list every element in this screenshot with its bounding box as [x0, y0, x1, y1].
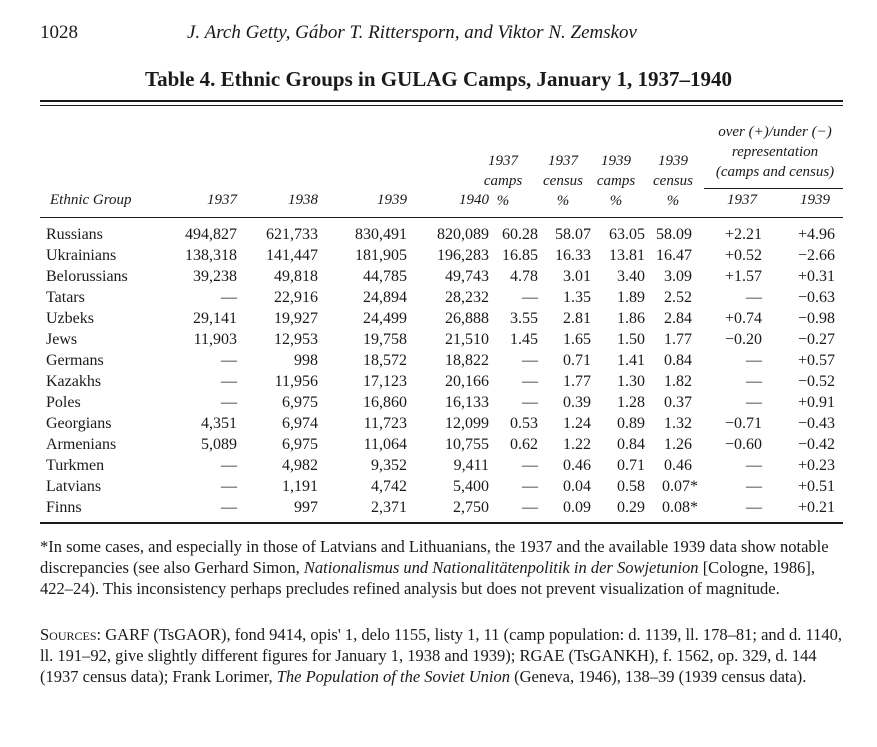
header-ethnic-group: Ethnic Group — [50, 192, 132, 208]
header-rule — [40, 217, 843, 218]
top-rule-thin — [40, 105, 843, 106]
header-census-1937: 1937 census % — [543, 153, 583, 209]
header-rep-1937: 1937 — [727, 192, 757, 208]
top-rule-thick — [40, 100, 843, 102]
header-camps-1937: 1937 camps % — [483, 153, 523, 209]
table-row: Armenians 5,089 6,975 11,064 10,755 0.62 1.22 0.84 1.26 −0.60 −0.42 — [46, 436, 835, 453]
running-head: J. Arch Getty, Gábor T. Rittersporn, and Viktor N. Zemskov — [187, 22, 637, 43]
header-representation: over (+)/under (−) representation (camps and census) — [715, 124, 835, 180]
header-camps-1939: 1939 camps % — [596, 153, 636, 209]
header-1939: 1939 — [377, 192, 407, 208]
table-row: Kazakhs — 11,956 17,123 20,166 — 1.77 1.30 1.82 — −0.52 — [46, 373, 835, 390]
header-census-1939: 1939 census % — [653, 153, 693, 209]
representation-subrule — [704, 188, 843, 189]
table-title: Table 4. Ethnic Groups in GULAG Camps, January 1, 1937–1940 — [145, 67, 732, 91]
table-row: Germans — 998 18,572 18,822 — 0.71 1.41 0.84 — +0.57 — [46, 352, 835, 369]
bottom-rule — [40, 522, 843, 524]
table-row: Georgians 4,351 6,974 11,723 12,099 0.53 1.24 0.89 1.32 −0.71 −0.43 — [46, 415, 835, 432]
header-1937: 1937 — [207, 192, 237, 208]
header-1938: 1938 — [288, 192, 318, 208]
sources-label: Sources: — [40, 625, 102, 644]
table-row: Poles — 6,975 16,860 16,133 — 0.39 1.28 0.37 — +0.91 — [46, 394, 835, 411]
sources-note: Sources: GARF (TsGAOR), fond 9414, opis' 1, delo 1155, listy 1, 11 (camp population: d. 1139, ll. 178–81; and d. 1140, ll. 191–92, give slightly different figures for January 1, 1938 and 1939); RGAE (TsGANKH), f. 1562, op. 329, d. 144 (1937 census data); Frank Lorimer, The Population of the Soviet Union (Geneva, 1946), 138–39 (1939 census data). — [40, 625, 843, 686]
table-row: Tatars — 22,916 24,894 28,232 — 1.35 1.89 2.52 — −0.63 — [46, 289, 835, 306]
table-row: Uzbeks 29,141 19,927 24,499 26,888 3.55 2.81 1.86 2.84 +0.74 −0.98 — [46, 310, 835, 327]
table-row: Latvians — 1,191 4,742 5,400 — 0.04 0.58 0.07* — +0.51 — [46, 478, 835, 495]
table-row: Jews 11,903 12,953 19,758 21,510 1.45 1.65 1.50 1.77 −0.20 −0.27 — [46, 331, 835, 348]
table-row: Russians 494,827 621,733 830,491 820,089 60.28 58.07 63.05 58.09 +2.21 +4.96 — [46, 226, 835, 243]
footnote: *In some cases, and especially in those of Latvians and Lithuanians, the 1937 and the available 1939 data show notable discrepancies (see also Gerhard Simon, Nationalismus und Nationalitätenpolitik in der Sowjetunion [Cologne, 1986], 422–24). This inconsistency perhaps precludes refined analysis but does not prevent visualization of magnitude. — [40, 537, 829, 598]
page-number: 1028 — [40, 22, 78, 43]
table-row: Belorussians 39,238 49,818 44,785 49,743 4.78 3.01 3.40 3.09 +1.57 +0.31 — [46, 268, 835, 285]
header-rep-1939: 1939 — [800, 192, 830, 208]
table-row: Ukrainians 138,318 141,447 181,905 196,283 16.85 16.33 13.81 16.47 +0.52 −2.66 — [46, 247, 835, 264]
table-row: Turkmen — 4,982 9,352 9,411 — 0.46 0.71 0.46 — +0.23 — [46, 457, 835, 474]
table-row: Finns — 997 2,371 2,750 — 0.09 0.29 0.08* — +0.21 — [46, 499, 835, 516]
header-1940: 1940 — [459, 192, 489, 208]
